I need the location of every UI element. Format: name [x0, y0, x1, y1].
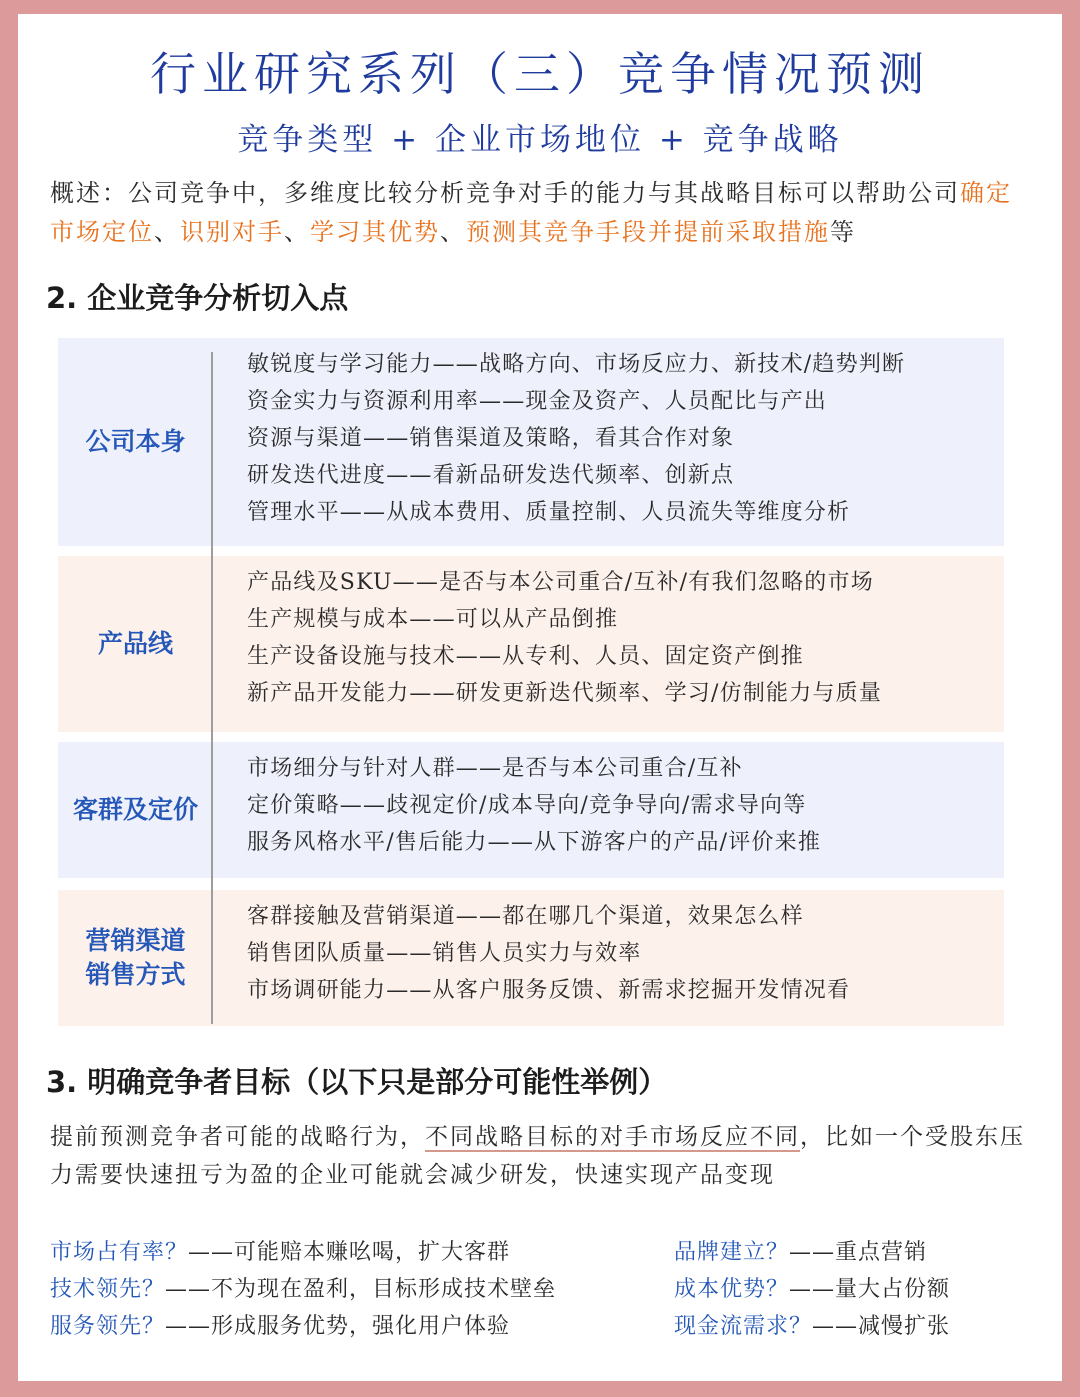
section-3-heading: 3. 明确竞争者目标（以下只是部分可能性举例）	[46, 1065, 668, 1099]
overview-highlight: 预测其竞争手段并提前采取措施	[466, 218, 830, 246]
block-label-line: 营销渠道	[85, 926, 186, 955]
block-label-line: 产品线	[97, 629, 173, 658]
goal-answer: ——不为现在盈利，目标形成技术壁垒	[165, 1277, 557, 1302]
goal-item	[674, 1271, 1054, 1308]
block-line: 定价策略——歧视定价/成本导向/竞争导向/需求导向等	[247, 793, 807, 818]
block-line: 产品线及SKU——是否与本公司重合/互补/有我们忽略的市场	[247, 570, 874, 595]
goals-list-right	[674, 1234, 1054, 1345]
goal-question: 现金流需求？	[674, 1314, 813, 1339]
block-line: 生产设备设施与技术——从专利、人员、固定资产倒推	[247, 644, 804, 669]
block-line: 市场细分与针对人群——是否与本公司重合/互补	[247, 756, 743, 781]
overview-sep: 、	[440, 218, 466, 246]
block-label-line: 客群及定价	[72, 795, 198, 824]
goal-answer: ——重点营销	[789, 1240, 928, 1265]
intro-text: 提前预测竞争者可能的战略行为，	[50, 1124, 425, 1150]
page-subtitle: 竞争类型 + 企业市场地位 + 竞争战略	[237, 122, 843, 158]
intro-text: ，比如一个受股东压力需要快速扭亏为盈的企业可能就会减少研发，快速实现产品变现	[50, 1124, 1025, 1188]
analysis-block-company	[58, 338, 1004, 546]
block-line: 客群接触及营销渠道——都在哪几个渠道，效果怎么样	[247, 904, 804, 929]
goal-item	[674, 1308, 1054, 1345]
block-line: 敏锐度与学习能力——战略方向、市场反应力、新技术/趋势判断	[247, 352, 906, 377]
goal-question: 成本优势？	[674, 1277, 790, 1302]
page	[18, 14, 1062, 1381]
overview-sep: 、	[154, 218, 180, 246]
block-lines	[247, 898, 1004, 1009]
overview-highlight: 识别对手	[180, 218, 284, 246]
goal-question: 品牌建立？	[674, 1240, 790, 1265]
overview-highlight: 学习其优势	[310, 218, 440, 246]
analysis-block-marketing-sales	[58, 890, 1004, 1026]
block-line: 资源与渠道——销售渠道及策略，看其合作对象	[247, 426, 735, 451]
section-3-intro	[50, 1118, 1040, 1194]
goals-list-left	[50, 1234, 650, 1345]
block-line: 新产品开发能力——研发更新迭代频率、学习/仿制能力与质量	[247, 681, 883, 706]
overview-sep: 、	[284, 218, 310, 246]
goal-question: 服务领先？	[50, 1314, 166, 1339]
block-label	[58, 556, 213, 732]
block-line: 管理水平——从成本费用、质量控制、人员流失等维度分析	[247, 500, 851, 525]
block-label	[58, 338, 213, 546]
goal-question: 市场占有率？	[50, 1240, 189, 1265]
block-line: 服务风格水平/售后能力——从下游客户的产品/评价来推	[247, 830, 822, 855]
block-line: 市场调研能力——从客户服务反馈、新需求挖掘开发情况看	[247, 978, 851, 1003]
overview-prefix: 概述：公司竞争中，多维度比较分析竞争对手的能力与其战略目标可以帮助公司	[50, 179, 960, 207]
block-line: 生产规模与成本——可以从产品倒推	[247, 607, 619, 632]
block-lines	[247, 750, 1004, 861]
divider-line	[211, 352, 213, 1024]
block-label	[58, 890, 213, 1026]
goal-item	[50, 1308, 650, 1345]
overview-suffix: 等	[830, 218, 856, 246]
goal-item	[50, 1271, 650, 1308]
goal-question: 技术领先？	[50, 1277, 166, 1302]
section-2-heading: 2. 企业竞争分析切入点	[46, 281, 349, 315]
overview-paragraph	[50, 174, 1030, 252]
analysis-block-customer-pricing	[58, 742, 1004, 878]
goal-answer: ——量大占份额	[789, 1277, 951, 1302]
block-lines	[247, 346, 1004, 531]
block-label-line: 公司本身	[85, 427, 186, 456]
goal-answer: ——减慢扩张	[812, 1314, 951, 1339]
block-line: 资金实力与资源利用率——现金及资产、人员配比与产出	[247, 389, 828, 414]
block-line: 研发迭代进度——看新品研发迭代频率、创新点	[247, 463, 735, 488]
analysis-block-product-line	[58, 556, 1004, 732]
goal-item	[50, 1234, 650, 1271]
block-lines	[247, 564, 1004, 712]
page-title: 行业研究系列（三）竞争情况预测	[150, 47, 930, 101]
goal-answer: ——形成服务优势，强化用户体验	[165, 1314, 511, 1339]
block-label-line: 销售方式	[85, 960, 186, 989]
goal-item	[674, 1234, 1054, 1271]
intro-underlined-text: 不同战略目标的对手市场反应不同	[425, 1124, 800, 1150]
block-line: 销售团队质量——销售人员实力与效率	[247, 941, 642, 966]
goal-answer: ——可能赔本赚吆喝，扩大客群	[188, 1240, 511, 1265]
block-label	[58, 742, 213, 878]
overview-highlight: 确定市场定位	[50, 179, 1012, 246]
